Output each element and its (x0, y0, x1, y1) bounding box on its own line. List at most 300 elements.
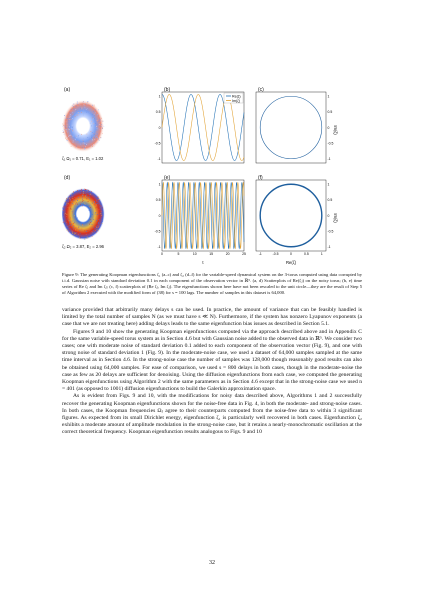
noise-point (94, 228, 95, 229)
noise-point (69, 203, 70, 204)
series-line-b-sin (162, 94, 244, 160)
noise-point (92, 114, 93, 115)
noise-point (71, 143, 72, 144)
noise-point (96, 131, 97, 132)
noise-point (96, 220, 97, 221)
noise-point (99, 119, 100, 120)
noise-point (67, 219, 68, 220)
noise-point (82, 147, 83, 148)
phase-ylabel-f: Im(ζ) (333, 213, 338, 223)
figure-9 (62, 86, 362, 266)
noise-point (94, 114, 95, 115)
noise-point (101, 206, 102, 207)
noise-point (77, 204, 78, 205)
noise-point (93, 226, 94, 227)
noise-point (66, 131, 67, 132)
noise-point (92, 214, 93, 215)
y-tick-label: 1 (158, 182, 161, 187)
y-tick-label: 1 (327, 94, 330, 99)
noise-point (75, 230, 76, 231)
noise-point (78, 206, 79, 207)
noise-point (76, 235, 77, 236)
noise-point (75, 204, 76, 205)
noise-point (86, 144, 87, 145)
noise-point (72, 142, 73, 143)
noise-point (70, 205, 71, 206)
noise-point (67, 226, 68, 227)
noise-point (80, 238, 81, 239)
noise-point (85, 107, 86, 108)
noise-point (66, 214, 67, 215)
noise-point (96, 232, 97, 233)
noise-point (102, 219, 103, 220)
y-tick-label: -1 (327, 245, 331, 250)
noise-point (95, 112, 96, 113)
noise-point (64, 214, 65, 215)
noise-point (98, 226, 99, 227)
noise-point (102, 207, 103, 208)
noise-point (99, 214, 100, 215)
noise-point (92, 146, 93, 147)
noise-point (96, 227, 97, 228)
noise-point (71, 224, 72, 225)
noise-point (87, 137, 88, 138)
noise-point (89, 206, 90, 207)
panel-c-axes (256, 92, 326, 163)
noise-point (65, 204, 66, 205)
noise-point (75, 109, 76, 110)
noise-point (86, 134, 87, 135)
x-tick-label: 15 (209, 252, 214, 257)
paragraph-1: variance provided that arbitrarily many delays s can be used. In practice, the amount of variance that can be feasibly handled is limited by the total number of samples N (as we must have s ≪ N). Furthermore, if the system has nonzero Lyapunov exponents (a case that we are not treating here) adding delays leads to the same eigenfunction bias issues as described in Section 5.1. (62, 307, 362, 328)
noise-point (69, 135, 70, 136)
noise-point (93, 138, 94, 139)
noise-point (76, 200, 77, 201)
paragraph-2: Figures 9 and 10 show the generating Koopman eigenfunctions computed via the approach described above and in Appendix C for the same variable-speed torus system as in Section 4.6 but with Gaussian noise added to the observed data in ℝ⁵. We consider two cases; one with moderate noise of standard deviation 0.1 added to each component of the observation vector (Fig. 9), and one with strong noise of standard deviation 1 (Fig. 9). In the moderate-noise case, we used a dataset of 64,000 samples sampled at the same time interval as in Section 4.6. In the strong-noise case the number of samples was 128,000 though reasonably good results can also be obtained using 64,000 samples. For ease of comparison, we used s = 800 delays in both cases, though in the moderate-noise the case as few as 20 delays are sufficient for denoising. Using the diffusion eigenfunctions from each case, we computed the generating Koopman eigenfunctions using Algorithm 2 with the same parameters as in Section 4.6 except that in the strong-noise case we used n = 401 (as opposed to 1001) diffusion eigenfunctions to build the Galerkin approximation space. (62, 328, 362, 393)
noise-point (81, 134, 82, 135)
noise-point (92, 117, 93, 118)
noise-point (92, 132, 93, 133)
noise-point (101, 118, 102, 119)
noise-point (85, 143, 86, 144)
noise-point (89, 198, 90, 199)
noise-point (74, 144, 75, 145)
noise-point (72, 203, 73, 204)
noise-point (76, 232, 77, 233)
noise-point (83, 101, 84, 102)
noise-point (70, 114, 71, 115)
noise-point (73, 204, 74, 205)
noise-point (67, 198, 68, 199)
noise-point (62, 123, 63, 124)
noise-point (81, 202, 82, 203)
noise-point (98, 199, 99, 200)
noise-point (88, 233, 89, 234)
noise-point (85, 144, 86, 145)
noise-point (69, 118, 70, 119)
noise-point (62, 126, 63, 127)
noise-point (96, 205, 97, 206)
noise-point (68, 231, 69, 232)
panel-label-e: (e) (164, 175, 171, 181)
noise-point (76, 202, 77, 203)
noise-point (70, 200, 71, 201)
noise-point (68, 122, 69, 123)
noise-point (93, 118, 94, 119)
noise-point (81, 112, 82, 113)
noise-point (73, 200, 74, 201)
y-tick-label: 0 (327, 213, 330, 218)
noise-point (96, 135, 97, 136)
noise-point (94, 115, 95, 116)
noise-point (99, 205, 100, 206)
noise-point (84, 203, 85, 204)
noise-point (72, 118, 73, 119)
panel-d-scatter (62, 188, 105, 240)
y-tick-label: 0.5 (327, 110, 333, 115)
noise-point (92, 229, 93, 230)
y-tick-label: -1 (157, 245, 161, 250)
y-tick-label: -1 (157, 157, 161, 162)
noise-point (86, 189, 87, 190)
y-tick-label: -1 (327, 157, 331, 162)
noise-point (86, 196, 87, 197)
noise-point (75, 138, 76, 139)
noise-point (82, 106, 83, 107)
noise-point (77, 207, 78, 208)
noise-point (102, 214, 103, 215)
noise-point (88, 227, 89, 228)
noise-point (102, 121, 103, 122)
noise-point (98, 197, 99, 198)
noise-point (91, 194, 92, 195)
noise-point (67, 129, 68, 130)
noise-point (96, 142, 97, 143)
noise-point (88, 190, 89, 191)
noise-point (95, 109, 96, 110)
noise-point (65, 120, 66, 121)
noise-point (95, 228, 96, 229)
noise-point (63, 216, 64, 217)
noise-point (94, 202, 95, 203)
y-tick-label: -0.5 (327, 229, 334, 234)
noise-point (83, 115, 84, 116)
noise-point (91, 145, 92, 146)
noise-point (80, 192, 81, 193)
noise-point (78, 135, 79, 136)
noise-point (100, 129, 101, 130)
noise-point (73, 235, 74, 236)
noise-point (82, 104, 83, 105)
noise-point (65, 138, 66, 139)
noise-point (69, 195, 70, 196)
figure-caption: Figure 9: The generating Koopman eigenfunctions ζ₁ (a–c) and ζ₂ (d–f) for the variable-speed dynamical system on the 3-torus computed using data corrupted by i.i.d. Gaussian noise with standard deviation 0.1 in each component of the observation vector in ℝ⁵. (a, d) Scatterplots of Re(ζⱼ) on the noisy torus; (b, e) time series of Re ζⱼ and Im ζⱼ; (c, f) scatterplots of (Re ζⱼ, Im ζⱼ). The eigenfunctions shown here have not been rescaled to the unit circle—they are the result of Step 5 of Algorithm 2 executed with the modified form of (38) for s = 100 lags. The number of samples in this dataset is 64,000. (62, 272, 362, 295)
noise-point (68, 136, 69, 137)
noise-point (74, 105, 75, 106)
noise-point (73, 234, 74, 235)
noise-point (81, 229, 82, 230)
noise-point (95, 123, 96, 124)
noise-point (76, 110, 77, 111)
noise-point (69, 220, 70, 221)
noise-point (73, 225, 74, 226)
noise-point (94, 106, 95, 107)
legend (224, 93, 243, 103)
noise-point (86, 198, 87, 199)
noise-point (66, 216, 67, 217)
noise-point (87, 108, 88, 109)
noise-point (77, 190, 78, 191)
noise-point (63, 131, 64, 132)
noise-point (82, 224, 83, 225)
noise-point (72, 211, 73, 212)
noise-point (89, 143, 90, 144)
noise-point (83, 143, 84, 144)
noise-point (98, 223, 99, 224)
y-tick-label: 0 (158, 213, 161, 218)
phase-ylabel-c: Im(ζ) (333, 125, 338, 135)
noise-point (68, 203, 69, 204)
noise-point (65, 213, 66, 214)
noise-point (85, 191, 86, 192)
noise-point (81, 189, 82, 190)
noise-point (80, 193, 81, 194)
noise-point (103, 213, 104, 214)
noise-point (95, 230, 96, 231)
noise-point (98, 113, 99, 114)
noise-point (78, 141, 79, 142)
noise-point (80, 148, 81, 149)
noise-point (94, 118, 95, 119)
noise-point (80, 236, 81, 237)
noise-point (86, 234, 87, 235)
noise-point (85, 205, 86, 206)
noise-point (97, 124, 98, 125)
x-tick-label: 5 (177, 252, 180, 257)
noise-point (94, 146, 95, 147)
noise-point (77, 218, 78, 219)
noise-point (68, 201, 69, 202)
noise-point (102, 128, 103, 129)
noise-point (96, 209, 97, 210)
noise-point (78, 147, 79, 148)
noise-point (67, 137, 68, 138)
noise-point (62, 130, 63, 131)
noise-point (72, 114, 73, 115)
noise-point (99, 124, 100, 125)
noise-point (87, 101, 88, 102)
noise-point (67, 118, 68, 119)
noise-point (73, 109, 74, 110)
noise-point (67, 132, 68, 133)
noise-point (84, 104, 85, 105)
noise-point (93, 144, 94, 145)
noise-point (80, 105, 81, 106)
noise-point (74, 222, 75, 223)
noise-point (90, 222, 91, 223)
noise-point (85, 196, 86, 197)
noise-point (89, 210, 90, 211)
noise-point (86, 104, 87, 105)
noise-point (78, 227, 79, 228)
noise-point (82, 197, 83, 198)
legend-label-re: Re(ζ) (232, 94, 241, 99)
noise-point (65, 117, 66, 118)
noise-point (72, 198, 73, 199)
noise-point (102, 121, 103, 122)
noise-point (69, 229, 70, 230)
noise-point (75, 147, 76, 148)
y-tick-label: 0.5 (155, 110, 161, 115)
noise-point (69, 197, 70, 198)
noise-point (92, 139, 93, 140)
noise-point (63, 210, 64, 211)
noise-point (77, 200, 78, 201)
noise-point (86, 109, 87, 110)
noise-point (88, 201, 89, 202)
noise-point (64, 129, 65, 130)
y-tick-label: -0.5 (154, 141, 161, 146)
noise-point (78, 103, 79, 104)
noise-point (90, 194, 91, 195)
x-tick-label: 0.5 (304, 252, 309, 257)
noise-point (69, 117, 70, 118)
noise-point (82, 105, 83, 106)
noise-point (78, 114, 79, 115)
noise-point (78, 105, 79, 106)
noise-point (100, 207, 101, 208)
noise-point (77, 115, 78, 116)
noise-point (97, 134, 98, 135)
noise-point (98, 139, 99, 140)
noise-point (72, 221, 73, 222)
x-tick-label: 25 (242, 252, 246, 257)
x-tick-label: 0 (290, 252, 292, 257)
noise-point (73, 104, 74, 105)
noise-point (63, 222, 64, 223)
noise-point (68, 120, 69, 121)
noise-point (72, 130, 73, 131)
noise-point (76, 146, 77, 147)
noise-point (89, 194, 90, 195)
phase-circle (260, 96, 322, 158)
noise-point (91, 218, 92, 219)
noise-point (77, 199, 78, 200)
panel-f-axes (256, 180, 326, 251)
noise-point (68, 132, 69, 133)
noise-point (82, 195, 83, 196)
noise-point (70, 222, 71, 223)
noise-point (70, 135, 71, 136)
phase-circle (260, 184, 322, 246)
noise-point (66, 139, 67, 140)
x-tick-label: 1 (320, 252, 323, 257)
series-line-b-cos (162, 94, 244, 160)
noise-point (85, 204, 86, 205)
noise-point (97, 113, 98, 114)
noise-point (92, 105, 93, 106)
noise-point (66, 121, 67, 122)
noise-point (99, 209, 100, 210)
noise-point (98, 229, 99, 230)
noise-point (98, 200, 99, 201)
noise-point (69, 119, 70, 120)
noise-point (83, 142, 84, 143)
noise-point (67, 207, 68, 208)
noise-point (83, 200, 84, 201)
noise-point (95, 127, 96, 128)
noise-point (86, 238, 87, 239)
noise-point (91, 221, 92, 222)
noise-point (84, 105, 85, 106)
x-tick-label: -0.5 (272, 252, 279, 257)
noise-point (102, 221, 103, 222)
noise-point (89, 224, 90, 225)
panel-label-d: (d) (64, 175, 71, 181)
noise-point (98, 121, 99, 122)
noise-point (97, 214, 98, 215)
noise-point (87, 104, 88, 105)
scatter-meta-top: ζ₁ Ω₁ = 0.71, E₁ = 1.02 (62, 156, 104, 161)
noise-point (72, 233, 73, 234)
noise-point (93, 139, 94, 140)
noise-point (93, 204, 94, 205)
noise-point (92, 223, 93, 224)
noise-point (87, 237, 88, 238)
noise-point (78, 147, 79, 148)
noise-point (81, 190, 82, 191)
noise-point (82, 201, 83, 202)
noise-point (76, 227, 77, 228)
noise-point (91, 191, 92, 192)
x-tick-label: 10 (192, 252, 197, 257)
noise-point (87, 238, 88, 239)
noise-point (85, 148, 86, 149)
noise-point (86, 194, 87, 195)
noise-point (72, 112, 73, 113)
noise-point (62, 208, 63, 209)
noise-point (84, 102, 85, 103)
noise-point (63, 207, 64, 208)
noise-point (99, 126, 100, 127)
noise-point (72, 105, 73, 106)
noise-point (97, 131, 98, 132)
noise-point (98, 220, 99, 221)
noise-point (70, 112, 71, 113)
noise-point (97, 120, 98, 121)
noise-point (69, 198, 70, 199)
noise-point (95, 138, 96, 139)
noise-point (69, 221, 70, 222)
noise-point (101, 216, 102, 217)
noise-point (97, 229, 98, 230)
noise-point (85, 238, 86, 239)
noise-point (67, 203, 68, 204)
noise-point (79, 104, 80, 105)
noise-point (69, 223, 70, 224)
noise-point (92, 232, 93, 233)
noise-point (66, 129, 67, 130)
noise-point (81, 223, 82, 224)
noise-point (96, 143, 97, 144)
noise-point (68, 127, 69, 128)
scatter-meta-bottom: ζ₂ Ω₂ = 3.87, E₂ = 2.96 (62, 244, 104, 249)
noise-point (77, 112, 78, 113)
y-tick-label: 1 (158, 94, 161, 99)
noise-point (83, 140, 84, 141)
noise-point (84, 148, 85, 149)
noise-point (82, 225, 83, 226)
